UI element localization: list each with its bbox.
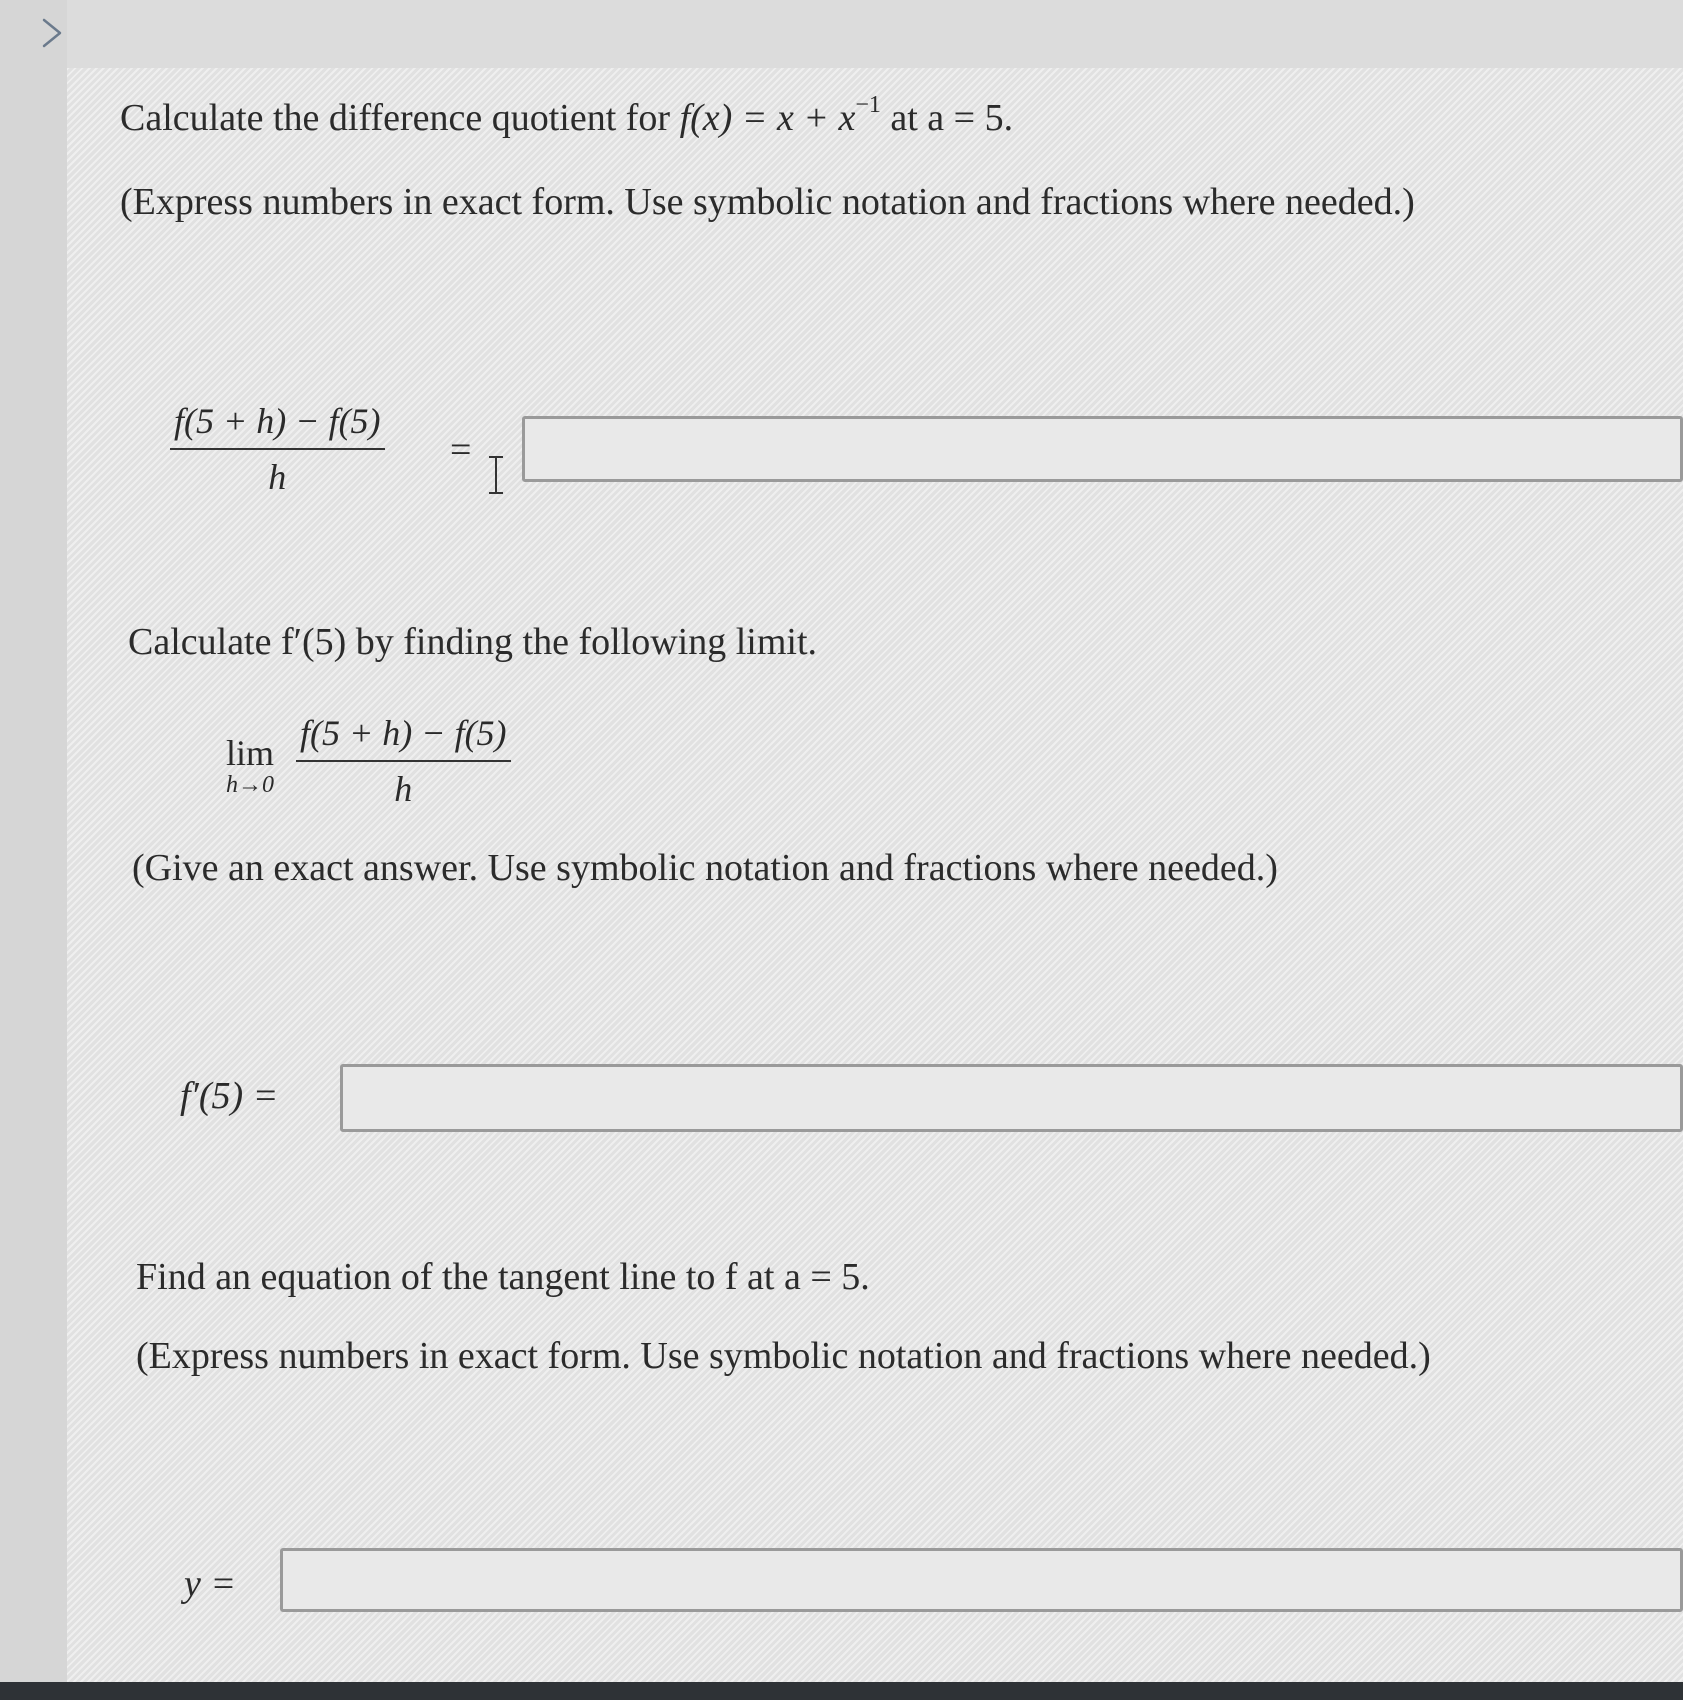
screen-bottom-bezel (0, 1682, 1683, 1700)
part1-prompt-post: at a = 5. (880, 97, 1014, 139)
part1-difference-quotient (170, 400, 385, 498)
part2-prompt: Calculate f′(5) by finding the following limit. (128, 621, 818, 663)
difference-quotient-answer-input[interactable] (522, 416, 1683, 482)
part2-instructions: (Give an exact answer. Use symbolic notation and fractions where needed.) (132, 847, 1278, 889)
part1-prompt (120, 92, 1014, 140)
part1-instructions: (Express numbers in exact form. Use symbolic notation and fractions where needed.) (120, 181, 1415, 223)
tangent-line-answer-input[interactable] (280, 1548, 1683, 1612)
part2-answer-label: f′(5) = (180, 1075, 279, 1117)
part1-equals: = (450, 429, 472, 471)
part1-denominator: h (268, 457, 287, 497)
limit-subscript: h→0 (226, 772, 274, 798)
derivative-answer-input[interactable] (340, 1064, 1683, 1132)
limit-operator (226, 732, 274, 799)
part2-numerator: f(5 + h) − f(5) (300, 713, 507, 753)
part1-prompt-pre: Calculate the difference quotient for (120, 97, 680, 139)
part3-answer-label: y = (184, 1563, 237, 1605)
part3-prompt: Find an equation of the tangent line to f at a = 5. (136, 1256, 870, 1298)
part1-exponent: −1 (855, 92, 881, 118)
part3-instructions: (Express numbers in exact form. Use symbolic notation and fractions where needed.) (136, 1335, 1431, 1377)
part1-numerator: f(5 + h) − f(5) (174, 401, 381, 441)
chevron-right-icon[interactable] (38, 16, 68, 50)
text-cursor-icon (484, 455, 508, 495)
part2-limit-fraction (296, 712, 511, 810)
part1-function: f(x) = x + x (679, 97, 856, 139)
part2-denominator: h (394, 769, 413, 809)
limit-word: lim (226, 733, 275, 773)
left-margin (0, 0, 67, 1700)
